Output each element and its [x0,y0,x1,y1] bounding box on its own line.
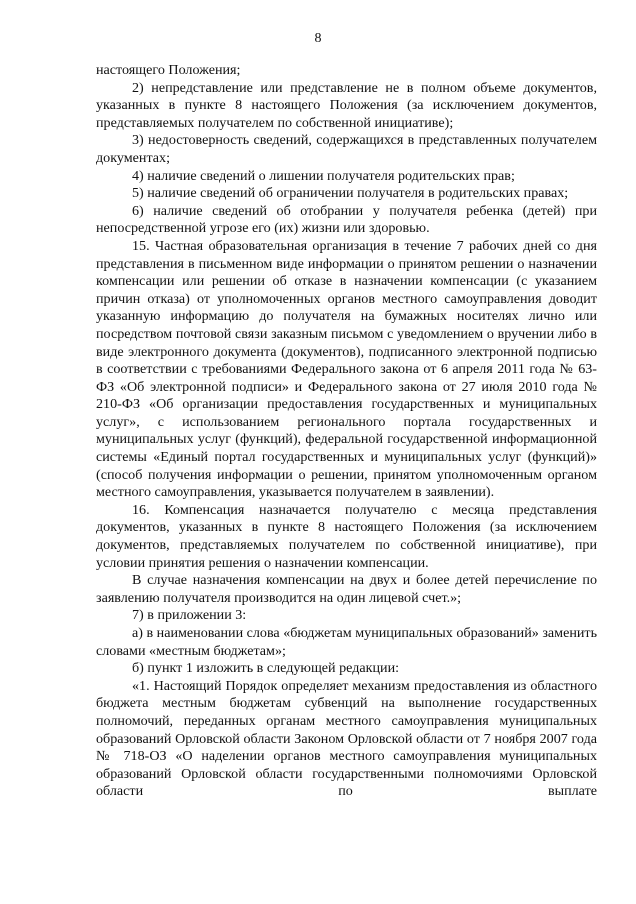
document-body [96,62,597,801]
paragraph: 3) недостоверность сведений, содержащихся в представленных получателем документах; [96,132,597,166]
paragraph: настоящего Положения; [96,62,241,78]
paragraph: 4) наличие сведений о лишении получателя родительских прав; [132,167,515,184]
paragraph: 6) наличие сведений об отобрании у получателя ребенка (детей) при непосредственной угрозе его (их) жизни или здоровью. [96,202,597,237]
paragraph: В случае назначения компенсации на двух и более детей перечисление по заявлению получателя производится на один лицевой счет.»; [96,572,597,606]
paragraph: а) в наименовании слова «бюджетам муниципальных образований» заменить словами «местным бюджетам»; [96,625,597,659]
paragraph: 16. Компенсация назначается получателю с месяца представления документов, указанных в пункте 8 настоящего Положения (за исключением документов, представляемых получателем по собственной инициативе), при условии принятия решения о назначении компенсации. [96,501,597,571]
page-number: 8 [314,31,322,46]
paragraph: «1. Настоящий Порядок определяет механизм предоставления из областного бюджета местным бюджетам субвенций на выполнение государственных полномочий, переданных органам местного самоуправления муниципальных образований Орловской области Законом Орловской области от 7 ноября 2007 года № 718-ОЗ «О наделении органов местного самоуправления муниципальных образований Орловской области государственными полномочиями Орловской области по выплате [96,677,597,800]
paragraph: 15. Частная образовательная организация в течение 7 рабочих дней со дня представления в письменном виде информации о принятом решении о назначении компенсации или решении об отказе в назначении компенсации (с указанием причин отказа) от уполномоченных органов местного самоуправления доводит указанную информацию до получателя на бумажных носителях лично или посредством почтовой связи заказным письмом с уведомлением о вручении либо в виде электронного документа (документов), подписанного электронной подписью в соответствии с требованиями Федерального закона от 6 апреля 2011 года № 63-ФЗ «Об электронной подписи» и Федерального закона от 27 июля 2010 года № 210-ФЗ «Об организации предоставления государственных и муниципальных услуг», с использованием регионального портала государственных и муниципальных услуг (функций), федеральной государственной информационной системы «Единый портал государственных и муниципальных услуг (функций)» (способ получения информации о решении, принятом уполномоченным органом местного самоуправления, указывается получателем в заявлении). [96,237,597,501]
paragraph: 7) в приложении 3: [132,607,247,624]
paragraph: 2) непредставление или представление не в полном объеме документов, указанных в пункте 8 настоящего Положения (за исключением документов, представляемых получателем по собственной инициативе); [96,79,597,131]
paragraph: 5) наличие сведений об ограничении получателя в родительских правах; [132,185,569,202]
paragraph: б) пункт 1 изложить в следующей редакции: [132,660,400,677]
